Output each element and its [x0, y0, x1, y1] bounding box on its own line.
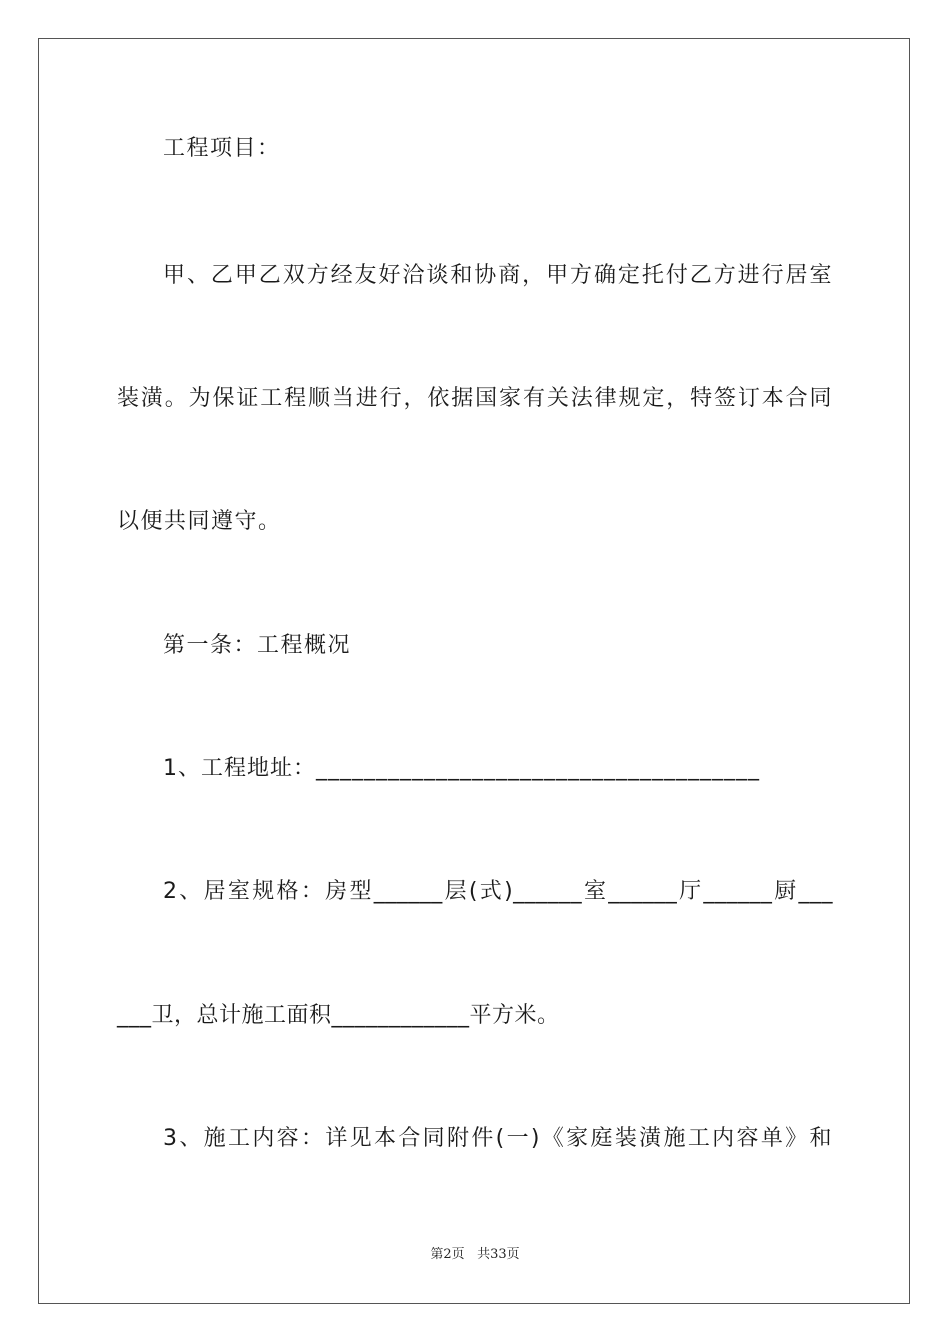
room-spec-line: 2、居室规格：房型______层(式)______室______厅______厨___	[163, 879, 833, 904]
paragraph-line: 甲、乙甲乙双方经友好洽谈和协商，甲方确定托付乙方进行居室	[163, 263, 833, 288]
paragraph-line: 装潢。为保证工程顺当进行，依据国家有关法律规定，特签订本合同	[117, 386, 833, 411]
address-field-line: 1、工程地址：_____________________________________	[163, 756, 760, 781]
page-border	[38, 38, 910, 1304]
page-footer	[0, 1246, 950, 1264]
article-heading: 第一条：工程概况	[163, 633, 352, 658]
construction-content-line: 3、施工内容：详见本合同附件(一)《家庭装潢施工内容单》和	[163, 1126, 833, 1151]
page-total: 共33页	[477, 1247, 520, 1262]
project-heading: 工程项目：	[163, 136, 281, 161]
area-line: ___卫，总计施工面积____________平方米。	[117, 1003, 560, 1028]
page-number: 第2页	[430, 1247, 465, 1262]
paragraph-line: 以便共同遵守。	[117, 509, 282, 534]
